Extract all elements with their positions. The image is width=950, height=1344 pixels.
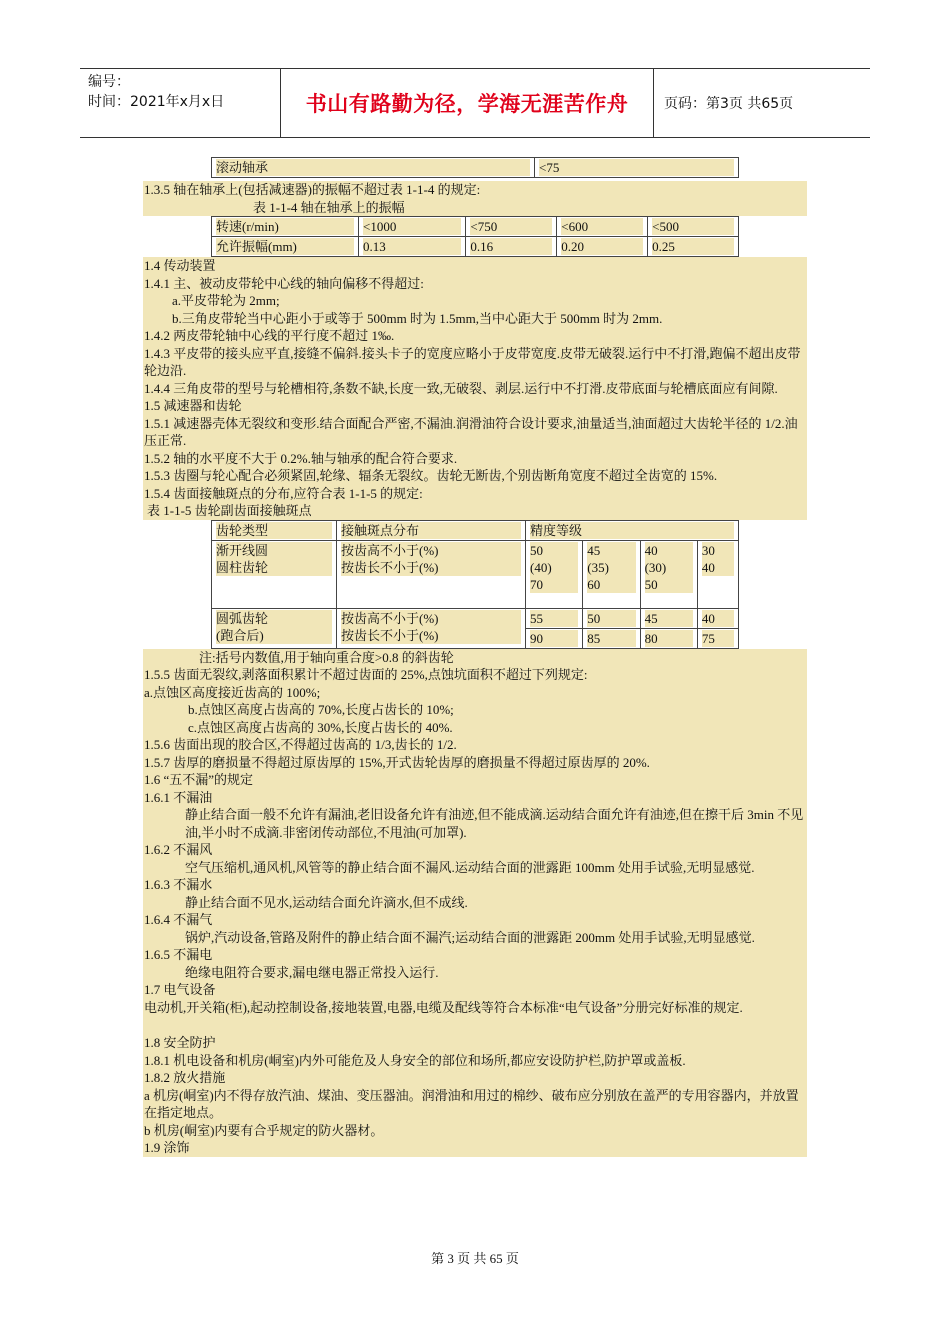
table-cell: 圆柱齿轮 [216, 559, 332, 576]
table-cell: 55 [530, 610, 578, 627]
table-cell: <75 [539, 159, 734, 176]
text-line: 1.4.1 主、被动皮带轮中心线的轴向偏移不得超过: [143, 275, 807, 293]
table-cell: 45 [587, 542, 635, 559]
table-cell: 80 [645, 630, 693, 647]
table-cell: 85 [587, 630, 635, 647]
table-cell: 70 [530, 576, 578, 593]
text-line: 静止结合面一般不允许有漏油,老旧设备允许有油迹,但不能成滴.运动结合面允许有油迹,但在擦干后 3min 不见油,半小时不成滴.非密闭传动部位,不甩油(可加罩). [143, 806, 807, 841]
page-footer: 第 3 页 共 65 页 [431, 1251, 519, 1266]
text-line: 1.8 安全防护 [143, 1034, 807, 1052]
table-cell: 转速(r/min) [216, 218, 354, 235]
table-cell: <750 [470, 218, 552, 235]
table-cell: 30 [702, 542, 734, 559]
table-cell: 按齿长不小于(%) [341, 627, 521, 644]
document-body [143, 157, 807, 1157]
table-cell: <1000 [363, 218, 461, 235]
table-header: 接触斑点分布 [341, 522, 521, 539]
page-indicator: 页码：第3页 共65页 [664, 96, 794, 112]
contact-table [211, 520, 739, 649]
text-line: 1.5.7 齿厚的磨损量不得超过原齿厚的 15%,开式齿轮齿厚的磨损量不得超过原齿厚的 20%. [143, 754, 807, 772]
table-cell: 50 [530, 542, 578, 559]
section-1-3-5: 1.3.5 轴在轴承上(包括减速器)的振幅不超过表 1-1-4 的规定: [143, 181, 807, 199]
text-line: 静止结合面不见水,运动结合面允许滴水,但不成线. [143, 894, 807, 912]
text-line: 1.4 传动装置 [143, 257, 807, 275]
table-cell: 滚动轴承 [216, 159, 530, 176]
text-line: b.三角皮带轮当中心距小于或等于 500mm 时为 1.5mm,当中心距大于 500mm 时为 2mm. [143, 310, 807, 328]
table-cell: <600 [561, 218, 643, 235]
table-cell: 渐开线圆 [216, 542, 332, 559]
text-line: 1.4.2 两皮带轮轴中心线的平行度不超过 1‰. [143, 327, 807, 345]
text-line: 空气压缩机,通风机,风管等的静止结合面不漏风.运动结合面的泄露距 100mm 处用手试验,无明显感觉. [143, 859, 807, 877]
table-cell: 按齿高不小于(%) [341, 542, 521, 559]
table-cell: (35) [587, 559, 635, 576]
text-line: b.点蚀区高度占齿高的 70%,长度占齿长的 10%; [143, 701, 807, 719]
table-cell: (40) [530, 559, 578, 576]
text-line: c.点蚀区高度占齿高的 30%,长度占齿长的 40%. [143, 719, 807, 737]
text-line: 1.6.5 不漏电 [143, 946, 807, 964]
text-line: 绝缘电阻符合要求,漏电继电器正常投入运行. [143, 964, 807, 982]
text-line: 1.4.3 平皮带的接头应平直,接缝不偏斜.接头卡子的宽度应略小于皮带宽度.皮带无破裂.运行中不打滑,跑偏不超出皮带轮边沿. [143, 345, 807, 380]
blank-line [143, 1016, 807, 1034]
table-cell: 40 [702, 610, 734, 627]
table-cell: 0.13 [363, 238, 461, 255]
table-cell: 60 [587, 576, 635, 593]
text-line: 1.5.6 齿面出现的胶合区,不得超过齿高的 1/3,齿长的 1/2. [143, 736, 807, 754]
table-cell: (跑合后) [216, 627, 332, 644]
section-block-b [143, 649, 807, 1157]
text-line: 1.5.1 减速器壳体无裂纹和变形.结合面配合严密,不漏油.润滑油符合设计要求,油量适当,油面超过大齿轮半径的 1/2.油压正常. [143, 415, 807, 450]
text-line: 1.7 电气设备 [143, 981, 807, 999]
table-cell: 40 [702, 559, 734, 576]
table-cell: 75 [702, 630, 734, 647]
table-cell: 0.20 [561, 238, 643, 255]
table-cell: 50 [645, 576, 693, 593]
text-line: 电动机,开关箱(柜),起动控制设备,接地装置,电器,电缆及配线等符合本标准“电气设备”分册完好标准的规定. [143, 999, 807, 1017]
text-line: 1.5.2 轴的水平度不大于 0.2%.轴与轴承的配合符合要求. [143, 450, 807, 468]
text-line: 1.8.2 放火措施 [143, 1069, 807, 1087]
text-line: 1.8.1 机电设备和机房(峒室)内外可能危及人身安全的部位和场所,都应安设防护栏,防护罩或盖板. [143, 1052, 807, 1070]
page-header [80, 68, 870, 138]
text-line: a.点蚀区高度接近齿高的 100%; [143, 684, 807, 702]
table-cell: 圆弧齿轮 [216, 610, 332, 627]
text-line: 1.6 “五不漏”的规定 [143, 771, 807, 789]
text-line: 1.9 涂饰 [143, 1139, 807, 1157]
header-meta [88, 72, 278, 112]
vibration-table [211, 216, 739, 257]
table-cell: 按齿长不小于(%) [341, 559, 521, 576]
table-1-1-4-title: 表 1-1-4 轴在轴承上的振幅 [143, 199, 807, 217]
table-cell: 50 [587, 610, 635, 627]
text-line: 1.6.2 不漏风 [143, 841, 807, 859]
text-line: 1.5.5 齿面无裂纹,剥落面积累计不超过齿面的 25%,点蚀坑面积不超过下列规定: [143, 666, 807, 684]
table-cell: (30) [645, 559, 693, 576]
text-line: a 机房(峒室)内不得存放汽油、煤油、变压器油。润滑油和用过的棉纱、破布应分别放在盖严的专用容器内，并放置在指定地点。 [143, 1087, 807, 1122]
text-line: b 机房(峒室)内要有合乎规定的防火器材。 [143, 1122, 807, 1140]
table-cell: 按齿高不小于(%) [341, 610, 521, 627]
text-line: 1.6.3 不漏水 [143, 876, 807, 894]
table-cell: 90 [530, 630, 578, 647]
table-cell: 40 [645, 542, 693, 559]
table-cell: 允许振幅(mm) [216, 238, 354, 255]
table-header: 精度等级 [530, 522, 734, 539]
section-block-a [143, 257, 807, 520]
time-label: 时间：2021年x月x日 [88, 94, 225, 110]
table-cell: 0.25 [652, 238, 734, 255]
bearing-table [211, 157, 739, 178]
table-cell: 45 [645, 610, 693, 627]
table-note: 注:括号内数值,用于轴向重合度>0.8 的斜齿轮 [143, 649, 807, 667]
text-line: a.平皮带轮为 2mm; [143, 292, 807, 310]
text-line: 1.5.3 齿圈与轮心配合必须紧固,轮缘、辐条无裂纹。齿轮无断齿,个别齿断角宽度不超过全齿宽的 15%. [143, 467, 807, 485]
number-label: 编号： [88, 74, 130, 90]
text-line: 1.5.4 齿面接触斑点的分布,应符合表 1-1-5 的规定: [143, 485, 807, 503]
table-header: 齿轮类型 [216, 522, 332, 539]
table-cell: 0.16 [470, 238, 552, 255]
text-line: 1.6.4 不漏气 [143, 911, 807, 929]
text-line: 1.4.4 三角皮带的型号与轮槽相符,条数不缺,长度一致,无破裂、剥层.运行中不打滑.皮带底面与轮槽底面应有间隙. [143, 380, 807, 398]
text-line: 1.5 减速器和齿轮 [143, 397, 807, 415]
text-line: 1.6.1 不漏油 [143, 789, 807, 807]
table-cell: <500 [652, 218, 734, 235]
header-motto: 书山有路勤为径，学海无涯苦作舟 [280, 69, 654, 137]
text-line: 锅炉,汽动设备,管路及附件的静止结合面不漏汽;运动结合面的泄露距 200mm 处用手试验,无明显感觉. [143, 929, 807, 947]
table-1-1-5-title: 表 1-1-5 齿轮副齿面接触斑点 [143, 502, 807, 520]
